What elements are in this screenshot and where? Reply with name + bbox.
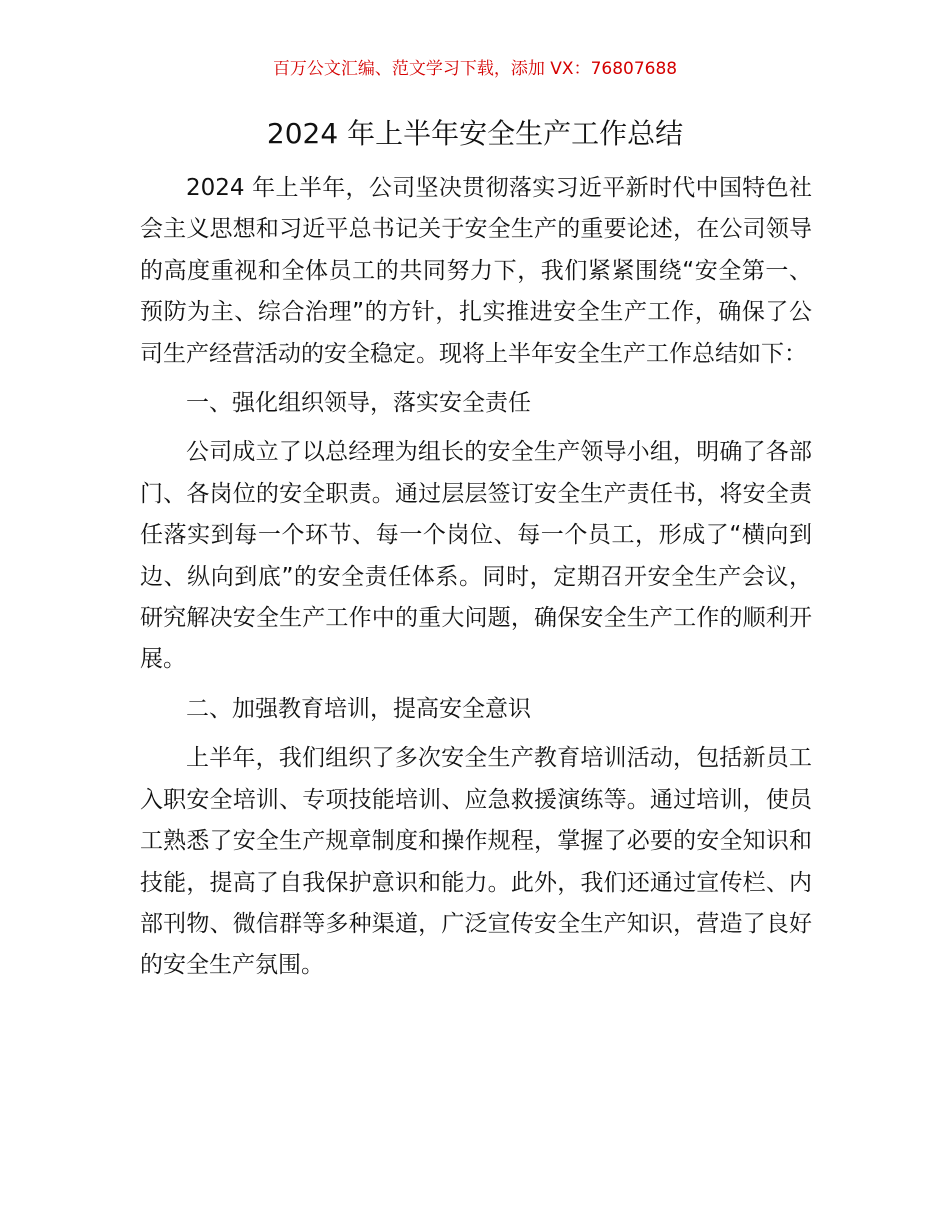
document-body	[140, 168, 812, 987]
section-1-paragraph: 公司成立了以总经理为组长的安全生产领导小组，明确了各部门、各岗位的安全职责。通过层层签订安全生产责任书，将安全责任落实到每一个环节、每一个岗位、每一个员工，形成了“横向到边、纵向到底”的安全责任体系。同时，定期召开安全生产会议，研究解决安全生产工作中的重大问题，确保安全生产工作的顺利开展。	[140, 439, 812, 673]
document-title: 2024 年上半年安全生产工作总结	[266, 117, 684, 150]
intro-paragraph: 2024 年上半年，公司坚决贯彻落实习近平新时代中国特色社会主义思想和习近平总书记关于安全生产的重要论述，在公司领导的高度重视和全体员工的共同努力下，我们紧紧围绕“安全第一、预防为主、综合治理”的方针，扎实推进安全生产工作，确保了公司生产经营活动的安全稳定。现将上半年安全生产工作总结如下：	[140, 175, 812, 367]
header-watermark-note: 百万公文汇编、范文学习下载，添加 VX：76807688	[272, 59, 678, 79]
section-heading-2: 二、加强教育培训，提高安全意识	[186, 695, 531, 722]
section-2-paragraph: 上半年，我们组织了多次安全生产教育培训活动，包括新员工入职安全培训、专项技能培训、应急救援演练等。通过培训，使员工熟悉了安全生产规章制度和操作规程，掌握了必要的安全知识和技能，提高了自我保护意识和能力。此外，我们还通过宣传栏、内部刊物、微信群等多种渠道，广泛宣传安全生产知识，营造了良好的安全生产氛围。	[140, 745, 812, 979]
section-heading-1: 一、强化组织领导，落实安全责任	[186, 390, 531, 417]
